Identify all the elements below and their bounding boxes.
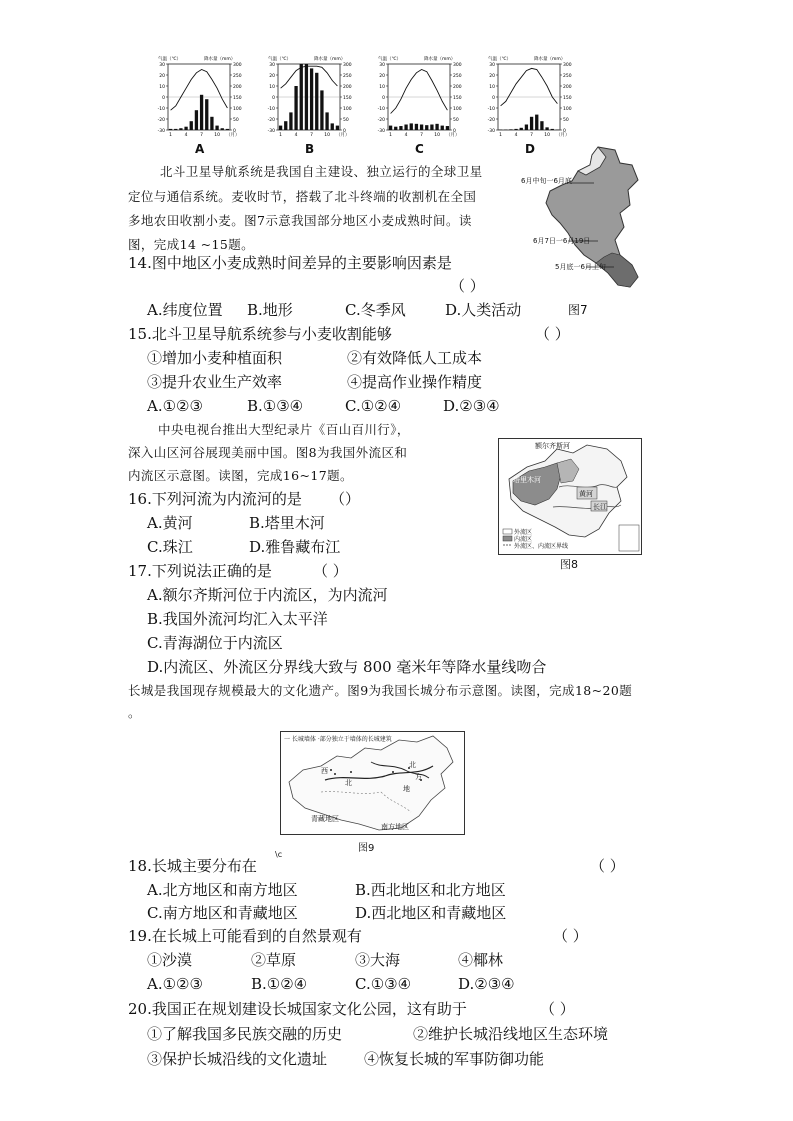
q19-item-1: ①沙漠 <box>147 951 193 969</box>
q15-item-1: ①增加小麦种植面积 <box>147 349 283 367</box>
q16-bracket: （） <box>330 490 361 508</box>
fig9-caption: 图9 <box>358 843 375 854</box>
q19-item-3: ③大海 <box>355 951 401 969</box>
month-tick-label: 10 <box>324 133 330 138</box>
month-unit: （月） <box>336 133 350 138</box>
q17-bracket: （ ） <box>313 562 348 580</box>
temp-tick-label: 30 <box>159 63 165 68</box>
precip-tick-label: 250 <box>563 74 572 79</box>
temp-tick-label: -20 <box>157 118 165 123</box>
precip-bar <box>174 129 177 130</box>
climate-chart-a <box>152 52 244 138</box>
figure7-wheat-map <box>520 145 645 295</box>
precip-bar <box>410 123 413 130</box>
figure8-drainage-map <box>498 438 642 555</box>
precip-bar <box>441 126 444 130</box>
fig9-legend: 一 长城墙体 ·部分独立于墙体的长城建筑 <box>284 736 392 743</box>
q19-item-2: ②草原 <box>251 951 297 969</box>
fig8-label-tarim: 塔里木河 <box>513 476 541 484</box>
q14-stem: 14.图中地区小麦成熟时间差异的主要影响因素是 <box>128 254 452 272</box>
intro1-line3: 多地农田收割小麦。图7示意我国部分地区小麦成熟时间。读 <box>128 213 472 228</box>
axis-title-precip: 降水量（mm） <box>534 57 566 62</box>
precip-bar <box>446 126 449 130</box>
q17-option-d[interactable]: D.内流区、外流区分界线大致与 800 毫米年等降水量线吻合 <box>147 658 547 676</box>
axis-title-temp: 气温（℃） <box>268 57 292 62</box>
precip-tick-label: 50 <box>563 118 569 123</box>
precip-bar <box>435 124 438 130</box>
intro3-line2: 。 <box>128 705 141 720</box>
precip-bar <box>425 125 428 130</box>
temp-tick-label: 10 <box>269 85 275 90</box>
q17-option-c[interactable]: C.青海湖位于内流区 <box>147 634 283 652</box>
q19-stem: 19.在长城上可能看到的自然景观有 <box>128 927 362 945</box>
temperature-line <box>171 70 228 111</box>
precip-bar <box>221 128 224 130</box>
q15-stem: 15.北斗卫星导航系统参与小麦收割能够 <box>128 325 392 343</box>
temperature-line <box>501 68 558 105</box>
chart-label-a: A <box>195 142 205 156</box>
q19-bracket: （ ） <box>553 927 588 945</box>
intro3-line1: 长城是我国现存规模最大的文化遗产。图9为我国长城分布示意图。读图，完成18~20题 <box>128 683 633 698</box>
precip-bar <box>284 121 287 130</box>
precip-tick-label: 200 <box>343 85 352 90</box>
month-tick-label: 1 <box>389 133 393 138</box>
figure9-great-wall-map <box>280 731 465 835</box>
month-tick-label: 10 <box>434 133 440 138</box>
fig7-label-north: 6月中旬一6月底 <box>521 177 572 185</box>
precip-bar <box>325 112 328 130</box>
precip-tick-label: 100 <box>233 107 242 112</box>
chart-label-b: B <box>305 142 315 156</box>
axis-title-temp: 气温（℃） <box>158 57 182 62</box>
month-unit: （月） <box>446 133 460 138</box>
q20-item-1: ①了解我国多民族交融的历史 <box>147 1025 343 1043</box>
precip-tick-label: 300 <box>233 63 242 68</box>
temp-tick-label: -10 <box>267 107 275 112</box>
temp-tick-label: 30 <box>489 63 495 68</box>
fig8-legend-boundary: 外流区、内流区界线 <box>514 543 569 550</box>
precip-tick-label: 200 <box>563 85 572 90</box>
precip-tick-label: 150 <box>563 96 572 101</box>
precip-bar <box>305 64 308 130</box>
temp-tick-label: -30 <box>157 129 165 134</box>
climate-chart-d <box>482 52 574 138</box>
q19-option-b[interactable]: B.①②④ <box>251 975 308 993</box>
q16-option-d[interactable]: D.雅鲁藏布江 <box>249 538 341 556</box>
precip-bar <box>184 127 187 130</box>
q18-stem: 18.长城主要分布在 <box>128 857 257 875</box>
precip-tick-label: 0 <box>343 129 346 134</box>
fig8-legend-exterior: 外流区 <box>514 529 533 536</box>
q14-bracket: （ ） <box>450 277 485 295</box>
q15-option-d[interactable]: D.②③④ <box>443 397 500 415</box>
fig8-label-irtysh: 额尔齐斯河 <box>535 442 570 450</box>
precip-bar <box>279 126 282 130</box>
fig9-label-bei2: 北 <box>409 761 416 769</box>
q18-option-c[interactable]: C.南方地区和青藏地区 <box>147 904 298 922</box>
q17-option-b[interactable]: B.我国外流河均汇入太平洋 <box>147 610 328 628</box>
precip-bar <box>389 126 392 130</box>
month-unit: （月） <box>226 133 240 138</box>
fig9-label-bei1: 北 <box>345 779 352 787</box>
fig8-legend-interior: 内流区 <box>514 536 533 543</box>
precip-bar <box>399 126 402 130</box>
precip-bar <box>520 128 523 130</box>
precip-bar <box>394 127 397 130</box>
temp-tick-label: -30 <box>487 129 495 134</box>
q20-bracket: （ ） <box>540 1000 575 1018</box>
temp-tick-label: 10 <box>489 85 495 90</box>
fig7-caption: 图7 <box>568 303 588 317</box>
precip-bar <box>169 129 172 130</box>
precip-bar <box>310 68 313 130</box>
intro2-line1: 中央电视台推出大型纪录片《百山百川行》， <box>158 422 410 437</box>
q15-item-2: ②有效降低人工成本 <box>347 349 483 367</box>
intro1-line4: 图，完成14 ~15题。 <box>128 237 255 252</box>
temp-tick-label: 0 <box>162 96 165 101</box>
chart-label-c: C <box>415 142 424 156</box>
q15-bracket: （ ） <box>535 325 570 343</box>
q14-option-d[interactable]: D.人类活动 <box>445 301 522 319</box>
intro1-line2: 定位与通信系统。麦收时节，搭载了北斗终端的收割机在全国 <box>128 189 477 204</box>
precip-tick-label: 50 <box>233 118 239 123</box>
precip-bar <box>420 125 423 131</box>
q20-item-3: ③保护长城沿线的文化遗址 <box>147 1050 328 1068</box>
precip-tick-label: 300 <box>343 63 352 68</box>
precip-tick-label: 0 <box>233 129 236 134</box>
q18-bracket: （ ） <box>590 857 625 875</box>
fig9-label-tibet: 青藏地区 <box>311 815 339 823</box>
month-tick-label: 7 <box>530 133 534 138</box>
fig9-stray-mark: \c <box>275 850 283 859</box>
temp-tick-label: 10 <box>159 85 165 90</box>
month-tick-label: 7 <box>310 133 314 138</box>
precip-bar <box>294 86 297 130</box>
precip-bar <box>415 124 418 130</box>
q16-option-b[interactable]: B.塔里木河 <box>249 514 325 532</box>
chart-label-d: D <box>525 142 535 156</box>
axis-title-precip: 降水量（mm） <box>424 57 456 62</box>
month-tick-label: 7 <box>420 133 424 138</box>
precip-bar <box>514 129 517 130</box>
precip-bar <box>430 125 433 131</box>
precip-tick-label: 300 <box>453 63 462 68</box>
temperature-line <box>391 70 448 114</box>
precip-bar <box>205 99 208 130</box>
precip-tick-label: 300 <box>563 63 572 68</box>
temp-tick-label: -20 <box>487 118 495 123</box>
precip-bar <box>525 125 528 131</box>
precip-bar <box>535 115 538 130</box>
q15-option-c[interactable]: C.①②④ <box>345 397 402 415</box>
temp-tick-label: 0 <box>382 96 385 101</box>
precip-bar <box>215 126 218 130</box>
precip-bar <box>226 129 229 130</box>
precip-tick-label: 100 <box>453 107 462 112</box>
precip-bar <box>210 117 213 130</box>
q19-option-d[interactable]: D.②③④ <box>458 975 515 993</box>
precip-tick-label: 50 <box>453 118 459 123</box>
q18-option-d[interactable]: D.西北地区和青藏地区 <box>355 904 507 922</box>
q14-option-b[interactable]: B.地形 <box>247 301 293 319</box>
q16-option-c[interactable]: C.珠江 <box>147 538 193 556</box>
precip-tick-label: 200 <box>233 85 242 90</box>
month-tick-label: 4 <box>404 133 408 138</box>
fig8-caption: 图8 <box>560 558 578 571</box>
precip-bar <box>179 128 182 130</box>
temp-tick-label: -20 <box>267 118 275 123</box>
climate-chart-c <box>372 52 464 138</box>
fig9-label-fang: 方 <box>415 773 422 781</box>
axis-title-precip: 降水量（mm） <box>314 57 346 62</box>
temp-tick-label: 20 <box>379 74 385 79</box>
temp-tick-label: 20 <box>489 74 495 79</box>
precip-bar <box>320 90 323 130</box>
q19-item-4: ④椰林 <box>458 951 504 969</box>
temp-tick-label: -20 <box>377 118 385 123</box>
precip-bar <box>300 64 303 130</box>
fig9-label-di: 地 <box>403 785 410 793</box>
precip-bar <box>404 125 407 131</box>
fig9-label-xi: 西 <box>321 767 328 775</box>
q20-item-4: ④恢复长城的军事防御功能 <box>364 1050 545 1068</box>
month-tick-label: 10 <box>544 133 550 138</box>
precip-bar <box>200 95 203 130</box>
precip-tick-label: 250 <box>343 74 352 79</box>
temperature-line <box>281 66 338 88</box>
temp-tick-label: 0 <box>272 96 275 101</box>
q15-option-b[interactable]: B.①③④ <box>247 397 304 415</box>
precip-bar <box>336 126 339 130</box>
temp-tick-label: -10 <box>377 107 385 112</box>
temp-tick-label: 0 <box>492 96 495 101</box>
fig9-label-south: 南方地区 <box>381 823 409 831</box>
intro2-line2: 深入山区河谷展现美丽中国。图8为我国外流区和 <box>128 445 408 460</box>
precip-tick-label: 150 <box>233 96 242 101</box>
q19-option-c[interactable]: C.①③④ <box>355 975 412 993</box>
month-tick-label: 4 <box>184 133 188 138</box>
precip-tick-label: 200 <box>453 85 462 90</box>
precip-tick-label: 0 <box>563 129 566 134</box>
precip-tick-label: 150 <box>453 96 462 101</box>
temp-tick-label: 30 <box>379 63 385 68</box>
q16-stem: 16.下列河流为内流河的是 <box>128 490 302 508</box>
precip-bar <box>331 123 334 130</box>
axis-title-temp: 气温（℃） <box>488 57 512 62</box>
q16-option-a[interactable]: A.黄河 <box>147 514 193 532</box>
q17-stem: 17.下列说法正确的是 <box>128 562 272 580</box>
temp-tick-label: -10 <box>487 107 495 112</box>
precip-tick-label: 250 <box>453 74 462 79</box>
axis-title-temp: 气温（℃） <box>378 57 402 62</box>
fig7-label-middle: 6月7日一6月19日 <box>533 237 591 245</box>
q17-option-a[interactable]: A.额尔齐斯河位于内流区，为内流河 <box>147 586 388 604</box>
month-tick-label: 1 <box>169 133 173 138</box>
axis-title-precip: 降水量（mm） <box>204 57 236 62</box>
precip-tick-label: 50 <box>343 118 349 123</box>
temp-tick-label: -30 <box>267 129 275 134</box>
month-tick-label: 1 <box>279 133 283 138</box>
precip-bar <box>315 73 318 130</box>
month-tick-label: 1 <box>499 133 503 138</box>
precip-bar <box>551 129 554 130</box>
q19-option-a[interactable]: A.①②③ <box>147 975 203 993</box>
fig8-label-yangtze: 长江 <box>593 503 607 511</box>
month-tick-label: 4 <box>514 133 518 138</box>
temp-tick-label: -30 <box>377 129 385 134</box>
month-unit: （月） <box>556 133 570 138</box>
temp-tick-label: -10 <box>157 107 165 112</box>
climate-chart-b <box>262 52 354 138</box>
temp-tick-label: 20 <box>159 74 165 79</box>
month-tick-label: 10 <box>214 133 220 138</box>
temp-tick-label: 10 <box>379 85 385 90</box>
q15-option-a[interactable]: A.①②③ <box>147 397 203 415</box>
precip-bar <box>509 129 512 130</box>
precip-bar <box>190 121 193 130</box>
fig7-label-south: 5月底一6月上旬 <box>555 263 606 271</box>
q20-stem: 20.我国正在规划建设长城国家文化公园，这有助于 <box>128 1000 467 1018</box>
precip-tick-label: 250 <box>233 74 242 79</box>
q14-option-c[interactable]: C.冬季风 <box>345 301 406 319</box>
q14-option-a[interactable]: A.纬度位置 <box>147 301 223 319</box>
precip-bar <box>289 112 292 130</box>
intro1-line1: 北斗卫星导航系统是我国自主建设、独立运行的全球卫星 <box>160 164 483 179</box>
q18-option-b[interactable]: B.西北地区和北方地区 <box>355 881 506 899</box>
q15-item-3: ③提升农业生产效率 <box>147 373 283 391</box>
precip-tick-label: 100 <box>343 107 352 112</box>
intro2-line3: 内流区示意图。读图，完成16~17题。 <box>128 468 353 483</box>
q20-item-2: ②维护长城沿线地区生态环境 <box>413 1025 609 1043</box>
precip-bar <box>545 127 548 130</box>
precip-tick-label: 100 <box>563 107 572 112</box>
q15-item-4: ④提高作业操作精度 <box>347 373 483 391</box>
temp-tick-label: 20 <box>269 74 275 79</box>
month-tick-label: 7 <box>200 133 204 138</box>
q18-option-a[interactable]: A.北方地区和南方地区 <box>147 881 298 899</box>
precip-bar <box>540 121 543 130</box>
temp-tick-label: 30 <box>269 63 275 68</box>
fig8-label-yellow-river: 黄河 <box>579 490 593 498</box>
precip-tick-label: 0 <box>453 129 456 134</box>
precip-bar <box>195 110 198 130</box>
precip-tick-label: 150 <box>343 96 352 101</box>
month-tick-label: 4 <box>294 133 298 138</box>
precip-bar <box>530 117 533 130</box>
